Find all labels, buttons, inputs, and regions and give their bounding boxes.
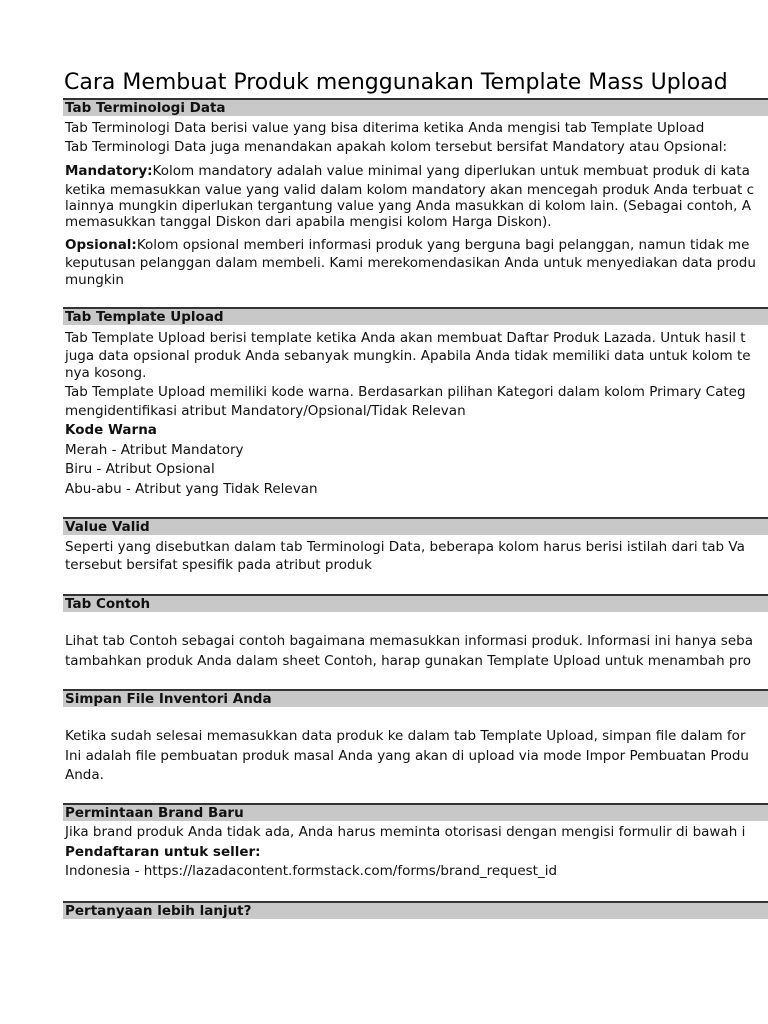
kode-merah: Merah - Atribut Mandatory <box>65 442 244 458</box>
template-line-2: juga data opsional produk Anda sebanyak mungkin. Apabila Anda tidak memiliki data untuk kolom te <box>65 348 751 364</box>
brand-link[interactable]: Indonesia - https://lazadacontent.formstack.com/forms/brand_request_id <box>65 863 558 879</box>
section-header-template: Tab Template Upload <box>63 307 768 325</box>
brand-line-1: Jika brand produk Anda tidak ada, Anda harus meminta otorisasi dengan mengisi formulir di bawah i <box>65 824 746 840</box>
document-sheet <box>63 0 768 1024</box>
template-line-3: nya kosong. <box>65 365 147 381</box>
section-header-simpan: Simpan File Inventori Anda <box>63 689 768 707</box>
section-header-contoh: Tab Contoh <box>63 594 768 612</box>
opsional-text-3: mungkin <box>65 272 124 288</box>
brand-seller-label: Pendaftaran untuk seller: <box>65 844 261 860</box>
template-line-5: mengidentifikasi atribut Mandatory/Opsional/Tidak Relevan <box>65 403 466 419</box>
section-header-brand: Permintaan Brand Baru <box>63 803 768 821</box>
valid-line-2: tersebut bersifat spesifik pada atribut produk <box>65 557 372 573</box>
mandatory-paragraph-line-1 <box>65 162 750 180</box>
simpan-line-1: Ketika sudah selesai memasukkan data produk ke dalam tab Template Upload, simpan file dalam for <box>65 728 746 744</box>
page-title: Cara Membuat Produk menggunakan Template Mass Upload <box>64 70 728 95</box>
section-header-tanya: Pertanyaan lebih lanjut? <box>63 901 768 919</box>
valid-line-1: Seperti yang disebutkan dalam tab Terminologi Data, beberapa kolom harus berisi istilah dari tab Va <box>65 539 745 555</box>
mandatory-text-3: lainnya mungkin diperlukan tergantung value yang Anda masukkan di kolom lain. (Sebagai contoh, A <box>65 198 751 214</box>
mandatory-text-1: Kolom mandatory adalah value minimal yang diperlukan untuk membuat produk di kata <box>152 163 750 179</box>
section-header-valid: Value Valid <box>63 517 768 535</box>
terminologi-line-1: Tab Terminologi Data berisi value yang bisa diterima ketika Anda mengisi tab Template Upload <box>65 120 705 136</box>
mandatory-label: Mandatory: <box>65 163 153 179</box>
opsional-paragraph-line-1 <box>65 236 749 254</box>
contoh-line-1: Lihat tab Contoh sebagai contoh bagaimana memasukkan informasi produk. Informasi ini hanya seba <box>65 633 753 649</box>
contoh-line-2: tambahkan produk Anda dalam sheet Contoh, harap gunakan Template Upload untuk menambah pro <box>65 653 752 669</box>
section-header-terminologi: Tab Terminologi Data <box>63 98 768 116</box>
kode-abu: Abu-abu - Atribut yang Tidak Relevan <box>65 481 318 497</box>
opsional-text-1: Kolom opsional memberi informasi produk yang berguna bagi pelanggan, namun tidak me <box>136 237 750 253</box>
mandatory-text-4: memasukkan tanggal Diskon dari apabila mengisi kolom Harga Diskon). <box>65 214 552 230</box>
kode-biru: Biru - Atribut Opsional <box>65 461 215 477</box>
template-line-4: Tab Template Upload memiliki kode warna. Berdasarkan pilihan Kategori dalam kolom Primary Categ <box>65 384 746 400</box>
opsional-label: Opsional: <box>65 237 137 253</box>
template-line-1: Tab Template Upload berisi template ketika Anda akan membuat Daftar Produk Lazada. Untuk hasil t <box>65 330 746 346</box>
opsional-text-2: keputusan pelanggan dalam membeli. Kami merekomendasikan Anda untuk menyediakan data produ <box>65 255 756 271</box>
kode-warna-label: Kode Warna <box>65 422 157 438</box>
terminologi-line-2: Tab Terminologi Data juga menandakan apakah kolom tersebut bersifat Mandatory atau Opsional: <box>65 139 728 155</box>
mandatory-text-2: ketika memasukkan value yang valid dalam kolom mandatory akan mencegah produk Anda terbuat c <box>65 182 755 198</box>
simpan-line-2: Ini adalah file pembuatan produk masal Anda yang akan di upload via mode Impor Pembuatan Produ <box>65 748 749 764</box>
simpan-line-3: Anda. <box>65 767 104 783</box>
